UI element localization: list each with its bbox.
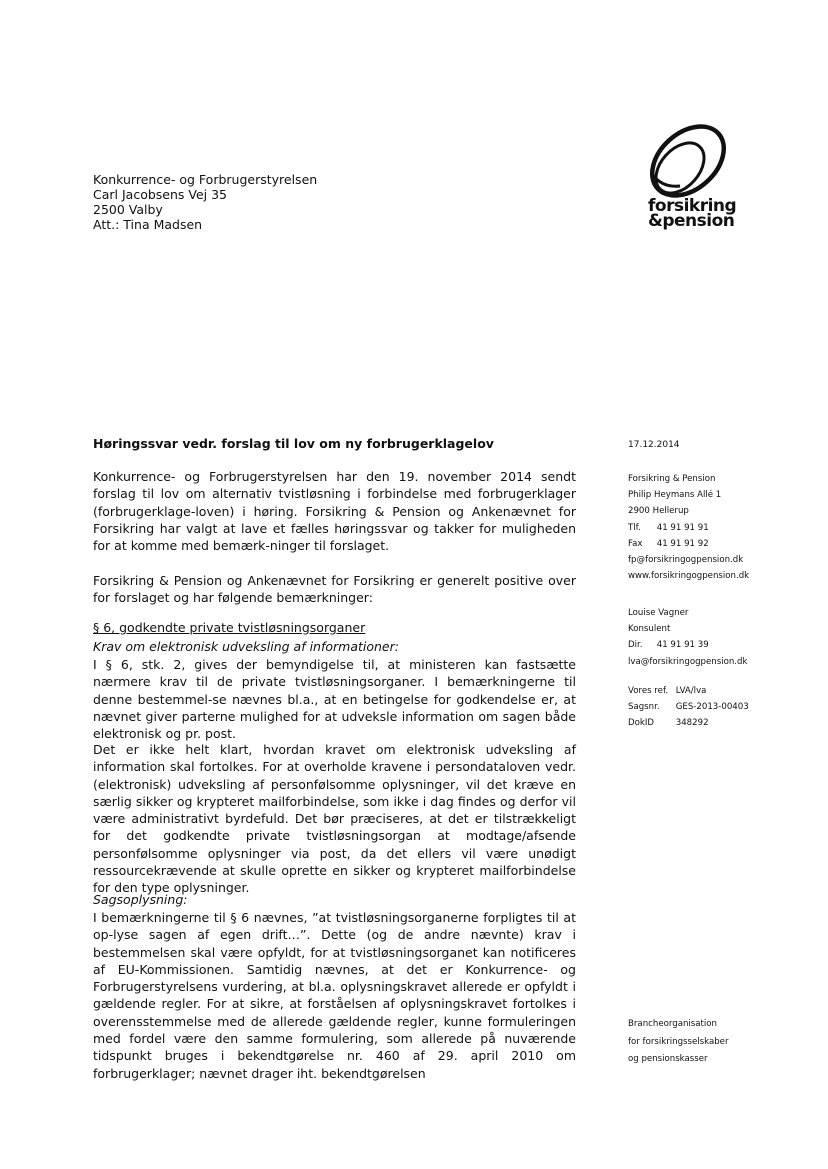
docid-label: DokID — [628, 718, 655, 729]
letter-date: 17.12.2014 — [628, 440, 680, 450]
organisation-tagline — [628, 1016, 729, 1069]
reference-info — [628, 683, 749, 732]
sender-info — [628, 471, 749, 584]
tagline-line: Brancheorganisation — [628, 1019, 718, 1029]
contact-title: Konsulent — [628, 624, 671, 635]
contact-name: Louise Vagner — [628, 608, 689, 618]
fax-value: 41 91 91 92 — [656, 538, 709, 549]
paragraph — [93, 656, 576, 742]
ref-row — [628, 683, 749, 699]
ref-label: Vores ref. — [628, 686, 669, 696]
paragraph-text: I § 6, stk. 2, gives der bemyndigelse til, at ministeren kan fastsætte nærmere krav til de private tvistløsningsorganer. I bemærkningerne til denne bestemmel-se nævnes bl.a., at en betingelse for godkendelse er, at nævnet giver parterne mulighed for at udveksle information om sagen både elektronisk og pr. post. — [93, 657, 576, 742]
tagline-line: og pensionskasser — [628, 1054, 708, 1064]
recipient-address — [93, 172, 317, 232]
ref-value: LVA/lva — [675, 686, 707, 696]
paragraph-text: Det er ikke helt klart, hvordan kravet om elektronisk udveksling af information skal fortolkes. For at overholde kravene i persondataloven vedr. (elektronisk) udveksling af personfølsomme oplysninger, vil det kræve en særlig sikker og krypteret mailforbindelse, som ikke i dag findes og derfor vil være administrativt byrdefuld. Det bør præciseres, at det er tilstrækkeligt for det godkendte private tvistløsningsorgan at modtage/afsende personfølsomme oplysninger via post, da det ellers vil være unødigt ressourcekrævende at skulle oprette en sikker og krypteret mailforbindelse for den type oplysninger. — [93, 742, 576, 896]
contact-info — [628, 605, 747, 670]
contact-email: lva@forsikringogpension.dk — [628, 656, 748, 667]
phone-label: Tlf. — [628, 522, 641, 533]
recipient-line: Att.: Tina Madsen — [93, 217, 203, 232]
paragraph — [93, 468, 576, 554]
sender-city: 2900 Hellerup — [628, 506, 689, 517]
contact-direct — [628, 637, 747, 653]
recipient-line: Carl Jacobsens Vej 35 — [93, 187, 228, 202]
case-row — [628, 699, 749, 715]
section-heading: § 6, godkendte private tvistløsningsorganer — [93, 620, 366, 635]
logo-line2: &pension — [648, 211, 735, 231]
docid-row — [628, 715, 749, 731]
tagline-line: for forsikringsselskaber — [628, 1036, 729, 1047]
sender-phone — [628, 520, 749, 536]
recipient-line: 2500 Valby — [93, 202, 163, 217]
direct-label: Dir. — [628, 640, 643, 651]
subheading: Krav om elektronisk udveksling af informationer: — [93, 639, 399, 654]
logo-wordmark — [648, 196, 737, 231]
sender-org: Forsikring & Pension — [628, 474, 716, 484]
sender-web: www.forsikringogpension.dk — [628, 571, 750, 582]
subheading: Sagsoplysning: — [93, 892, 188, 907]
fax-label: Fax — [628, 538, 643, 549]
paragraph-text: Konkurrence- og Forbrugerstyrelsen har den 19. november 2014 sendt forslag til lov om alternativ tvistløsning i forbindelse med forbrugerklager (forbrugerklage-loven) i høring. Forsikring & Pension og Ankenævnet for Forsikring har valgt at lave et fælles høringssvar og takker for muligheden for at komme med bemærk-ninger til forslaget. — [93, 469, 576, 554]
letter-subject: Høringssvar vedr. forslag til lov om ny forbrugerklagelov — [93, 436, 494, 451]
paragraph — [93, 909, 576, 1082]
paragraph-text: Forsikring & Pension og Ankenævnet for Forsikring er generelt positive over for forslaget og har følgende bemærkninger: — [93, 573, 576, 606]
sender-email: fp@forsikringogpension.dk — [628, 555, 744, 566]
logo-line1: forsikring — [648, 196, 737, 216]
paragraph — [93, 572, 576, 607]
case-label: Sagsnr. — [628, 702, 660, 713]
case-value: GES-2013-00403 — [675, 702, 749, 713]
docid-value: 348292 — [675, 718, 709, 729]
paragraph — [93, 741, 576, 897]
phone-value: 41 91 91 91 — [656, 522, 709, 533]
direct-value: 41 91 91 39 — [656, 640, 709, 651]
sender-street: Philip Heymans Allé 1 — [628, 490, 722, 501]
sender-fax — [628, 536, 749, 552]
recipient-line: Konkurrence- og Forbrugerstyrelsen — [93, 172, 318, 187]
paragraph-text: I bemærkningerne til § 6 nævnes, ”at tvistløsningsorganerne forpligtes til at op-lyse sagen af egen drift…”. Dette (og de andre nævnte) krav i bestemmelsen skal være opfyldt, for at tvistløsningsorganet kan notificeres af EU-Kommissionen. Samtidig nævnes, at det er Konkurrence- og Forbrugerstyrelsens vurdering, at bl.a. oplysningskravet allerede er opfyldt i gældende regler. For at sikre, at forståelsen af oplysningskravet fortolkes i overensstemmelse med de allerede gældende regler, kunne formuleringen med fordel være den samme formulering, som allerede på nuværende tidspunkt bruges i bekendtgørelse nr. 460 af 29. april 2010 om forbrugerklager; nævnet drager iht. bekendtgørelsen — [93, 910, 576, 1081]
